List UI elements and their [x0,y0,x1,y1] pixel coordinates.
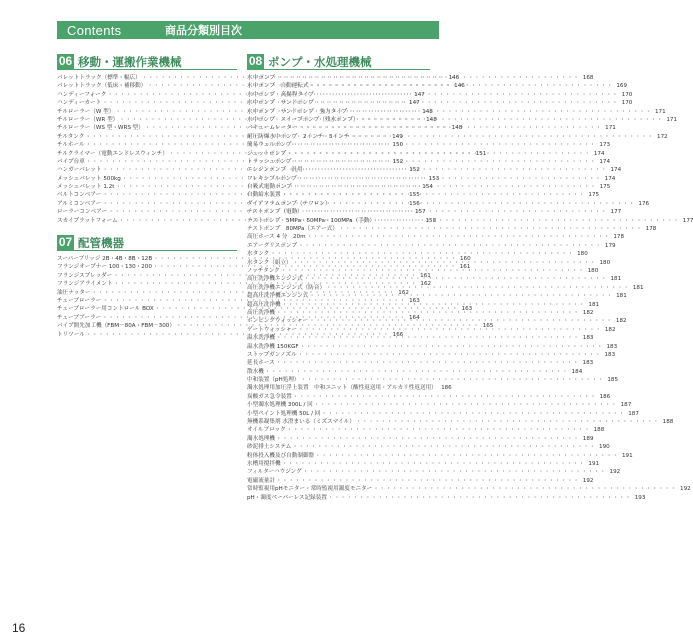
dot-leader [297,351,603,359]
entry-name: バキュームレーター [247,125,298,132]
entry-page: 153 [428,175,440,182]
entry-page: 160 [459,256,471,263]
dot-leader [269,250,575,258]
entry-name: フレキシブルポンプ [247,175,297,182]
entry-page: 146 [448,75,460,81]
toc-entry[interactable] [247,99,633,107]
dot-leader [314,99,620,107]
dot-leader [338,225,644,233]
dot-leader [275,435,581,443]
toc-entry[interactable] [247,418,674,426]
section-title [57,235,237,251]
entry-name: チューブブーラー [57,314,102,321]
contents-label: Contents [67,22,122,38]
toc-entry[interactable] [247,200,650,208]
dot-leader [349,133,655,141]
section-name: 移動・運搬作業機械 [78,54,182,69]
entry-name: チルローラー（WR 型） [57,116,119,123]
entry-page: 182 [604,326,616,333]
toc-entry[interactable] [247,393,611,401]
entry-page: 171 [654,108,666,115]
entry-name: パレットトラック（標準・幅広） [57,75,141,81]
dot-leader [286,426,592,434]
entry-name: ベルトコンベアー [57,192,102,199]
dot-leader [313,401,619,409]
entry-name: 温水洗浄機 150KGF [247,343,299,350]
entry-name: チューブローラー用コントロール BOX [57,306,154,313]
toc-entry[interactable] [247,368,583,376]
entry-page: 158 [425,217,437,224]
entry-name: チルローラー（W 型） [57,108,115,115]
entry-name: 小型ペイント処理機 50L / 回 [247,410,321,417]
dot-leader [359,116,665,124]
entry-name: 水中ポンプ サンドポンプ 強力タイプ [247,108,348,115]
dot-leader [280,267,586,275]
entry-page: 193 [634,494,646,501]
entry-name: ノッチタンク [247,267,280,274]
entry-page: 181 [632,284,644,291]
entry-page: 183 [606,343,618,350]
entry-page: 188 [593,427,605,434]
entry-name: フィルターハウジング [247,469,302,476]
toc-entry[interactable] [247,334,594,342]
dot-leader [297,124,603,132]
entry-page: 192 [609,469,621,476]
entry-name: ハンガーパレット [57,167,102,174]
entry-name: トラッシュポンプ [247,158,292,165]
toc-entry[interactable] [247,435,594,443]
entry-name: パイプ台車 [57,158,85,165]
entry-page: 171 [605,125,616,132]
entry-name: スカイプラットフォーム [57,217,118,224]
toc-entry[interactable] [247,410,639,418]
entry-page: 157 [415,209,426,216]
dot-leader [308,292,614,300]
toc-entry[interactable] [247,384,452,392]
dot-leader [303,166,609,174]
entry-page: 162 [398,289,409,296]
entry-page: 175 [599,184,611,191]
entry-page: 177 [682,217,693,224]
contents-header [57,21,439,39]
toc-entry[interactable] [247,191,600,199]
entry-name: 自動給水装置 [247,192,281,199]
entry-name: エンジンポンプ 汎用 [247,167,303,174]
entry-page: 192 [680,486,691,493]
toc-entry[interactable] [247,158,611,166]
toc-entry[interactable] [247,426,605,434]
entry-page: 186 [599,393,611,400]
entry-name: ジェットポンプ [247,150,287,157]
section-name: ポンプ・水処理機械 [268,54,372,69]
toc-entry[interactable] [247,494,646,502]
entry-page: 182 [615,318,627,325]
entry-name: ダイアフラムポンプ（テフロン） [247,200,331,207]
entry-page: 163 [409,297,420,304]
entry-page: 175 [588,192,600,199]
entry-page: 181 [588,301,600,308]
entry-name: アルミコンベアー [57,200,102,207]
dot-leader [314,91,620,99]
dot-leader [327,494,633,502]
dot-leader [314,452,620,460]
toc-entry[interactable] [247,91,633,99]
section-title [57,54,237,70]
entry-name: 温水洗浄機 [247,335,275,342]
entry-name: ボンピングウォッシャー [247,318,309,325]
entry-page: 191 [588,460,600,467]
entry-name: pH・濁度ペーパーレス記録装置 [247,494,327,501]
entry-page: 170 [621,91,633,98]
dot-leader [275,477,581,485]
dot-leader [347,108,653,116]
entry-name: 水中ポンプ サンドポンプ [247,100,314,107]
section-number: 08 [248,54,263,68]
entry-page: 164 [408,314,420,321]
entry-name: 水中ポンプ 自動運転式 [247,83,309,90]
section-number: 06 [58,54,73,68]
dot-leader [309,82,615,90]
entry-page: 169 [616,83,628,90]
entry-page: 165 [482,323,494,330]
entry-page: 184 [571,368,583,375]
toc-entry[interactable] [247,401,632,409]
entry-name: 散水機 [247,368,264,375]
entry-page: 163 [461,306,473,313]
toc-entry[interactable] [247,443,610,451]
dot-leader [291,443,597,451]
entry-page: 147 [414,91,425,98]
dot-leader [281,460,587,468]
entry-name: フランジアライメント [57,281,113,288]
entry-page: 150 [392,142,404,149]
dot-leader [275,309,581,317]
entry-name: チルクライマー（電動エンドレスウィンチ） [57,150,168,157]
entry-page: 192 [582,477,594,484]
entry-name: 水槽用撹拌機 [247,460,281,467]
dot-leader [303,275,609,283]
entry-page: 181 [610,276,622,283]
entry-name: 水タンク [247,251,270,258]
entry-page: 189 [582,435,594,442]
entry-name: 水中ポンプ スイープポンプ（残水ポンプ） [247,116,359,123]
entry-page: 185 [607,377,619,384]
entry-name: 炭酸ガス急令装置 [247,393,292,400]
dot-leader [297,326,603,334]
toc-entry[interactable] [247,133,668,141]
dot-leader [297,175,603,183]
entry-name: 超高圧洗浄機エンジン式 [247,293,309,300]
entry-name: エアーグリスポンプ [247,242,298,249]
toc-entry[interactable] [247,242,616,250]
entry-name: 電磁流量計 [247,477,275,484]
entry-page: 183 [582,360,594,367]
contents-subtitle: 商品分類別目次 [165,24,242,37]
dot-leader [299,343,605,351]
entry-name: フランジスプレッダー [57,272,113,279]
entry-page: 161 [459,264,471,271]
dot-leader [297,242,603,250]
entry-name: テストポンプ（電動） [247,209,303,216]
entry-name: 常時監視用pHモニター・常時監視用濁度モニター [247,486,373,493]
entry-name: 粉体投入機及び自動制御盤 [247,452,315,459]
entry-page: 146 [454,83,465,90]
toc-entry[interactable] [247,343,618,351]
entry-page: 173 [599,142,611,149]
entry-page: 178 [645,226,657,233]
dot-leader [300,376,606,384]
entry-name: チルローラー（WS 型・WRS 型） [57,125,144,132]
entry-page: 149 [392,133,403,140]
entry-page: 156 [409,200,420,207]
entry-page: 180 [587,267,599,274]
entry-page: 183 [582,335,594,342]
entry-name: チルホール [57,142,85,149]
entry-page: 174 [604,175,616,182]
toc-entry[interactable] [247,301,600,309]
entry-name: パレットトラック（低床・補移動） [57,83,147,90]
toc-entry[interactable] [247,225,657,233]
entry-name: 高圧洗浄機エンジン式 [247,276,303,283]
dot-leader [275,74,581,82]
toc-entry[interactable] [247,351,616,359]
entry-page: 162 [420,281,432,288]
entry-name: 耐圧防爆水中ポンプ 2インチ・3インチ [247,133,350,140]
entry-page: 174 [599,158,611,165]
toc-entry[interactable] [247,468,621,476]
entry-page: 188 [662,419,674,426]
entry-page: 172 [657,133,668,140]
entry-page: 161 [420,272,431,279]
dot-leader [302,468,608,476]
entry-page: 180 [577,251,588,258]
entry-page: 182 [582,309,594,316]
toc-entry[interactable] [247,166,622,174]
page-number: 16 [12,621,26,635]
entry-page: 151 [475,150,487,157]
entry-page: 171 [666,116,678,123]
toc-entry[interactable] [247,141,611,149]
toc-entry[interactable] [247,460,600,468]
entry-name: 高圧洗浄機 [247,309,275,316]
toc-entry[interactable] [247,208,622,216]
dot-leader [331,200,637,208]
entry-page: 155 [409,192,420,199]
entry-name: フランジオープナー 100・130・200 [57,264,152,271]
entry-page: 177 [610,209,622,216]
entry-name: 延長ホース [247,360,275,367]
dot-leader [372,485,678,493]
entry-name: ローラーコンベアー [57,209,108,216]
entry-name: ストップガンノズル [247,351,297,358]
toc-entry[interactable] [247,359,594,367]
entry-name: 濁水処理用加圧浮上装置 中和ユニット（酸性返送用・アルカリ性返送用） [247,385,437,392]
entry-page: 190 [599,444,610,451]
entry-page: 179 [604,242,616,249]
entry-name: チューブローラー [57,297,102,304]
dot-leader [275,359,581,367]
entry-page: 187 [620,402,632,409]
dot-leader [275,334,581,342]
entry-page: 181 [616,293,627,300]
entry-name: 中和装置（pH処理） [247,377,300,384]
dot-leader [320,410,626,418]
entry-page: 154 [422,184,433,191]
entry-name: 水中ポンプ 高揚程タイプ [247,91,314,98]
entry-name: チルタンク [57,133,85,140]
dot-leader [292,141,598,149]
dot-leader [308,317,614,325]
entry-page: 147 [409,100,420,107]
dot-leader [264,368,570,376]
dot-leader [292,183,598,191]
toc-entry[interactable] [247,317,627,325]
entry-page: 180 [599,259,611,266]
entry-page: 183 [604,351,616,358]
dot-leader [292,158,598,166]
entry-name: ゲートウォッシャー [247,326,298,333]
toc-entry[interactable] [247,477,594,485]
entry-page: 191 [621,452,633,459]
entry-name: 自吸式電動ポンプ [247,184,292,191]
entry-page: 174 [593,150,605,157]
entry-name: 水タンク（組立） [247,259,292,266]
entry-page: 178 [613,234,625,241]
dot-leader [375,217,681,225]
dot-leader [281,191,587,199]
toc-entry[interactable] [247,233,625,241]
section-title [247,54,430,70]
entry-page: 148 [426,116,437,123]
entry-name: 砂泥排土システム [247,444,292,451]
entry-name: ハンディーカート [57,100,102,107]
entry-page: 187 [628,410,639,417]
entry-page: 186 [441,385,452,392]
toc-entry[interactable] [247,452,633,460]
toc-entry[interactable] [247,376,619,384]
toc-entry[interactable] [247,275,622,283]
entry-name: トリツール [57,331,85,338]
entry-page: 168 [582,75,594,81]
dot-leader [292,259,598,267]
toc-entry[interactable] [247,183,611,191]
entry-page: 148 [422,108,433,115]
entry-name: オイルブロック [247,427,286,434]
entry-page: 152 [409,167,420,174]
dot-leader [281,301,587,309]
dot-leader [286,150,592,158]
dot-leader [355,418,661,426]
entry-name: パイプ開先加工機（FBM－80A・FBM－300） [57,323,175,330]
entry-page: 148 [451,125,463,132]
entry-name: 小型濁水処理機 300L / 回 [247,402,313,409]
entry-name: 簡易ウェルポンプ [247,142,292,149]
entry-name: テストポンプ 5MPa・50MPa・100MPa（手動） [247,217,375,224]
entry-name: 高圧ホース 4 分 20m [247,234,306,241]
entry-name: テストポンプ 80MPa（エアー式） [247,226,338,233]
entry-name: メッシュパレット 1.2t [57,184,115,191]
entry-page: 152 [392,158,404,165]
entry-page: 176 [638,200,650,207]
dot-leader [292,393,598,401]
entry-name: ハンディーフォーク [57,91,107,98]
entry-name: 高圧洗浄機エンジン式（防音） [247,284,326,291]
entry-name: 濁水処理機 [247,435,275,442]
entry-page: 166 [392,331,404,338]
entry-name: 超高圧洗浄機 [247,301,281,308]
toc-entry[interactable] [247,108,666,116]
entry-name: 水中ポンプ [247,75,275,81]
toc-entry[interactable] [247,485,691,493]
dot-leader [303,208,609,216]
entry-name: メッシュパレット 500kg [57,175,121,182]
entry-page: 170 [621,100,633,107]
dot-leader [325,284,631,292]
toc-entry[interactable] [247,250,588,258]
section-number: 07 [58,235,73,250]
entry-name: 油圧ナッター [57,289,91,296]
toc-entry[interactable] [247,292,627,300]
entry-name: スーパーブリッジ 2B・4B・8B・12B [57,256,153,263]
section-name: 配管機器 [78,235,124,250]
entry-name: 無機系凝集剤 水澄まいる（ミズスマイル） [247,419,355,426]
entry-page: 174 [610,167,622,174]
dot-leader [306,233,612,241]
